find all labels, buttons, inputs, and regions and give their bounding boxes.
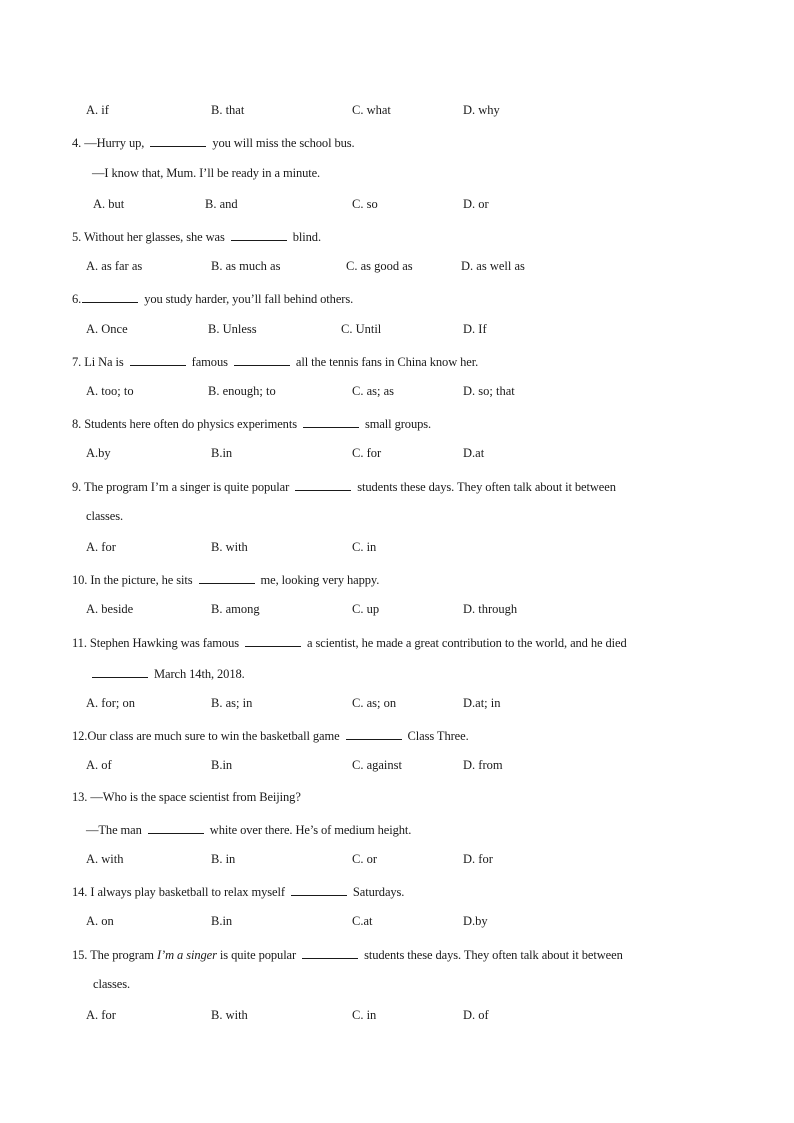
q3-option-d: D. why	[463, 103, 500, 117]
q4-option-a: A. but	[93, 197, 125, 211]
q9-stem-after: students these days. They often talk about it between	[357, 480, 616, 494]
q8-stem	[72, 415, 431, 432]
q10-blank	[199, 571, 255, 584]
q11-blank-1	[245, 634, 301, 647]
q4-blank	[150, 134, 206, 147]
q3-option-b: B. that	[211, 103, 245, 117]
q6-option-b: B. Unless	[208, 322, 257, 336]
q7-option-b: B. enough; to	[208, 384, 276, 398]
q14-stem-before: 14. I always play basketball to relax myself	[72, 885, 285, 899]
q13-option-c: C. or	[352, 852, 377, 866]
q6-option-a: A. Once	[86, 322, 128, 336]
q8-stem-after: small groups.	[364, 417, 432, 431]
q3-option-a: A. if	[86, 103, 109, 117]
q15-stem	[72, 946, 623, 963]
q7-stem-before: 7. Li Na is	[72, 355, 124, 369]
q11-stem-continued	[86, 665, 245, 682]
q12-option-c: C. against	[352, 758, 402, 772]
q6-stem-after: you study harder, you’ll fall behind others.	[144, 292, 354, 306]
q15-option-b: B. with	[211, 1008, 248, 1022]
q15-stem-continued: classes.	[93, 977, 131, 991]
q11-option-d: D.at; in	[463, 696, 501, 710]
q11-stem-cont: March 14th, 2018.	[154, 667, 245, 681]
q6-blank	[82, 290, 138, 303]
q9-option-b: B. with	[211, 540, 248, 554]
q10-option-c: C. up	[352, 602, 380, 616]
q12-option-b: B.in	[211, 758, 233, 772]
q9-stem-continued: classes.	[86, 509, 124, 523]
q5-stem-after: blind.	[292, 230, 321, 244]
q8-option-c: C. for	[352, 446, 382, 460]
q7-blank-2	[234, 353, 290, 366]
q12-stem	[72, 727, 469, 744]
q12-blank	[346, 727, 402, 740]
q12-stem-after: Class Three.	[407, 729, 469, 743]
q11-stem-before: 11. Stephen Hawking was famous	[72, 636, 239, 650]
q5-option-b: B. as much as	[211, 259, 281, 273]
q10-option-a: A. beside	[86, 602, 134, 616]
q15-stem-before: 15. The program	[72, 948, 154, 962]
q14-option-d: D.by	[463, 914, 488, 928]
q6-option-d: D. If	[463, 322, 487, 336]
q7-option-d: D. so; that	[463, 384, 515, 398]
q8-stem-before: 8. Students here often do physics experiments	[72, 417, 297, 431]
q8-option-a: A.by	[86, 446, 111, 460]
q11-option-b: B. as; in	[211, 696, 253, 710]
q15-stem-mid: is quite popular	[219, 948, 297, 962]
q5-stem-before: 5. Without her glasses, she was	[72, 230, 225, 244]
q15-option-a: A. for	[86, 1008, 116, 1022]
q3-option-c: C. what	[352, 103, 391, 117]
q8-blank	[303, 415, 359, 428]
q11-option-c: C. as; on	[352, 696, 397, 710]
q4-reply: —I know that, Mum. I’ll be ready in a minute.	[92, 166, 321, 180]
q4-option-c: C. so	[352, 197, 378, 211]
q7-option-a: A. too; to	[86, 384, 134, 398]
q9-option-a: A. for	[86, 540, 116, 554]
q15-blank	[302, 946, 358, 959]
q13-reply	[86, 821, 411, 838]
q6-stem	[72, 290, 353, 307]
q15-option-d: D. of	[463, 1008, 489, 1022]
q13-reply-after: white over there. He’s of medium height.	[209, 823, 412, 837]
q8-option-d: D.at	[463, 446, 485, 460]
q7-stem	[72, 353, 478, 370]
q13-option-b: B. in	[211, 852, 236, 866]
q4-option-d: D. or	[463, 197, 489, 211]
q10-stem-after: me, looking very happy.	[260, 573, 380, 587]
q11-option-a: A. for; on	[86, 696, 135, 710]
q13-blank	[148, 821, 204, 834]
q12-option-a: A. of	[86, 758, 112, 772]
q14-stem	[72, 883, 404, 900]
q14-option-c: C.at	[352, 914, 373, 928]
q8-option-b: B.in	[211, 446, 233, 460]
q15-stem-after: students these days. They often talk about it between	[364, 948, 623, 962]
q13-option-a: A. with	[86, 852, 124, 866]
q5-blank	[231, 228, 287, 241]
q13-option-d: D. for	[463, 852, 493, 866]
q5-option-d: D. as well as	[461, 259, 525, 273]
q13-stem: 13. —Who is the space scientist from Beijing?	[72, 790, 301, 804]
q12-option-d: D. from	[463, 758, 503, 772]
q7-stem-after: all the tennis fans in China know her.	[295, 355, 479, 369]
q9-stem-before: 9. The program I’m a singer is quite popular	[72, 480, 290, 494]
q4-stem-after: you will miss the school bus.	[212, 136, 355, 150]
q6-option-c: C. Until	[341, 322, 382, 336]
q7-option-c: C. as; as	[352, 384, 395, 398]
q15-program-title: I’m a singer	[156, 948, 217, 962]
q10-stem	[72, 571, 379, 588]
q11-stem-after: a scientist, he made a great contribution to the world, and he died	[307, 636, 627, 650]
q13-reply-before: —The man	[86, 823, 142, 837]
q10-option-b: B. among	[211, 602, 260, 616]
q7-stem-mid: famous	[191, 355, 228, 369]
q12-stem-before: 12.Our class are much sure to win the basketball game	[72, 729, 340, 743]
q9-stem	[72, 478, 616, 495]
q14-stem-after: Saturdays.	[352, 885, 405, 899]
q4-stem-before: 4. —Hurry up,	[72, 136, 145, 150]
q11-blank-2	[92, 665, 148, 678]
q4-option-b: B. and	[205, 197, 238, 211]
q5-option-c: C. as good as	[346, 259, 413, 273]
q14-blank	[291, 883, 347, 896]
q7-blank-1	[130, 353, 186, 366]
q10-stem-before: 10. In the picture, he sits	[72, 573, 193, 587]
q9-blank	[295, 478, 351, 491]
q14-option-a: A. on	[86, 914, 114, 928]
q9-option-c: C. in	[352, 540, 377, 554]
q14-option-b: B.in	[211, 914, 233, 928]
q11-stem	[72, 634, 627, 651]
q4-stem	[72, 134, 355, 151]
q6-stem-before: 6.	[72, 292, 82, 306]
q15-option-c: C. in	[352, 1008, 377, 1022]
q5-option-a: A. as far as	[86, 259, 143, 273]
q10-option-d: D. through	[463, 602, 518, 616]
q5-stem	[72, 228, 321, 245]
